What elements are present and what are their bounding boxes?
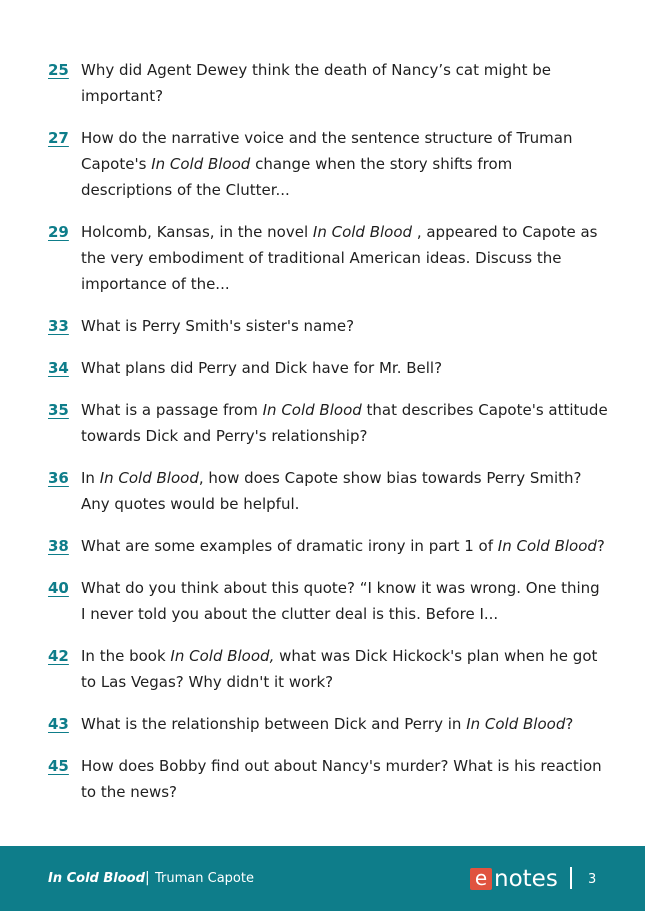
question-item [48, 575, 608, 627]
question-text [81, 465, 608, 517]
question-text-segment: ? [565, 715, 574, 733]
question-number-link[interactable]: 34 [48, 359, 69, 377]
question-text-segment: What plans did Perry and Dick have for Mr. Bell? [81, 359, 443, 377]
question-text-segment: what was Dick Hickock's plan when he got to Las Vegas? Why didn't it work? [81, 647, 598, 691]
question-text-segment: change when the story shifts from descriptions of the Clutter... [81, 155, 513, 199]
question-number-link[interactable]: 29 [48, 223, 69, 241]
question-text-segment: How does Bobby find out about Nancy's murder? What is his reaction to the news? [81, 757, 602, 801]
page-number: 3 [588, 872, 597, 887]
question-item [48, 313, 608, 339]
question-text-segment: What is Perry Smith's sister's name? [81, 317, 355, 335]
question-number-link[interactable]: 36 [48, 469, 69, 487]
question-text-segment: What is the relationship between Dick and Perry in [81, 715, 467, 733]
footer-separator: | [145, 870, 150, 886]
question-text-segment: What do you think about this quote? “I know it was wrong. One thing I never told you about the clutter deal is this. Before I... [81, 579, 600, 623]
question-number-link[interactable]: 40 [48, 579, 69, 597]
question-text [81, 219, 608, 297]
footer-author: Truman Capote [155, 871, 254, 886]
question-text-segment: In the book [81, 647, 171, 665]
book-title-italic: In Cold Blood [151, 155, 251, 173]
enotes-logo-icon: e [470, 868, 492, 890]
book-title-italic: In Cold Blood [497, 537, 597, 555]
book-title-italic: In Cold Blood [99, 469, 199, 487]
question-number-link[interactable]: 27 [48, 129, 69, 147]
question-number-link[interactable]: 35 [48, 401, 69, 419]
question-item [48, 643, 608, 695]
book-title-italic: In Cold Blood [312, 223, 417, 241]
page-footer [0, 846, 645, 911]
book-title-italic: In Cold Blood [262, 401, 362, 419]
question-text-segment: Holcomb, Kansas, in the novel [81, 223, 313, 241]
question-text-segment: , appeared to Capote as the very embodiment of traditional American ideas. Discuss the importance of the... [81, 223, 598, 293]
question-number-link[interactable]: 45 [48, 757, 69, 775]
question-text [81, 575, 608, 627]
question-text [81, 57, 608, 109]
question-text-segment: How do the narrative voice and the sentence structure of Truman Capote's [81, 129, 573, 173]
question-item [48, 533, 608, 559]
question-text-segment: ? [596, 537, 605, 555]
question-item [48, 219, 608, 297]
question-text [81, 643, 608, 695]
question-text [81, 753, 608, 805]
question-text [81, 355, 442, 381]
question-item [48, 397, 608, 449]
question-text-segment: that describes Capote's attitude towards Dick and Perry's relationship? [81, 401, 608, 445]
question-text-segment: In [81, 469, 100, 487]
question-text-segment: , how does Capote show bias towards Perry Smith?Any quotes would be helpful. [81, 469, 582, 513]
question-text-segment: What is a passage from [81, 401, 263, 419]
question-item [48, 711, 608, 737]
question-text [81, 711, 573, 737]
footer-book-title: In Cold Blood [48, 871, 145, 886]
question-list [48, 57, 608, 821]
question-text [81, 397, 608, 449]
question-text [81, 125, 608, 203]
question-item [48, 57, 608, 109]
enotes-logo[interactable] [470, 866, 558, 892]
question-text [81, 533, 605, 559]
question-number-link[interactable]: 38 [48, 537, 69, 555]
question-item [48, 753, 608, 805]
question-text-segment: Why did Agent Dewey think the death of Nancy’s cat might be important? [81, 61, 551, 105]
question-item [48, 355, 608, 381]
book-title-italic: In Cold Blood [466, 715, 566, 733]
enotes-logo-text: notes [494, 866, 558, 892]
question-number-link[interactable]: 42 [48, 647, 69, 665]
question-text-segment: What are some examples of dramatic irony in part 1 of [81, 537, 498, 555]
question-item [48, 465, 608, 517]
book-title-italic: In Cold Blood, [170, 647, 275, 665]
question-number-link[interactable]: 43 [48, 715, 69, 733]
question-number-link[interactable]: 25 [48, 61, 69, 79]
question-item [48, 125, 608, 203]
footer-divider [570, 867, 572, 889]
question-number-link[interactable]: 33 [48, 317, 69, 335]
question-text [81, 313, 354, 339]
